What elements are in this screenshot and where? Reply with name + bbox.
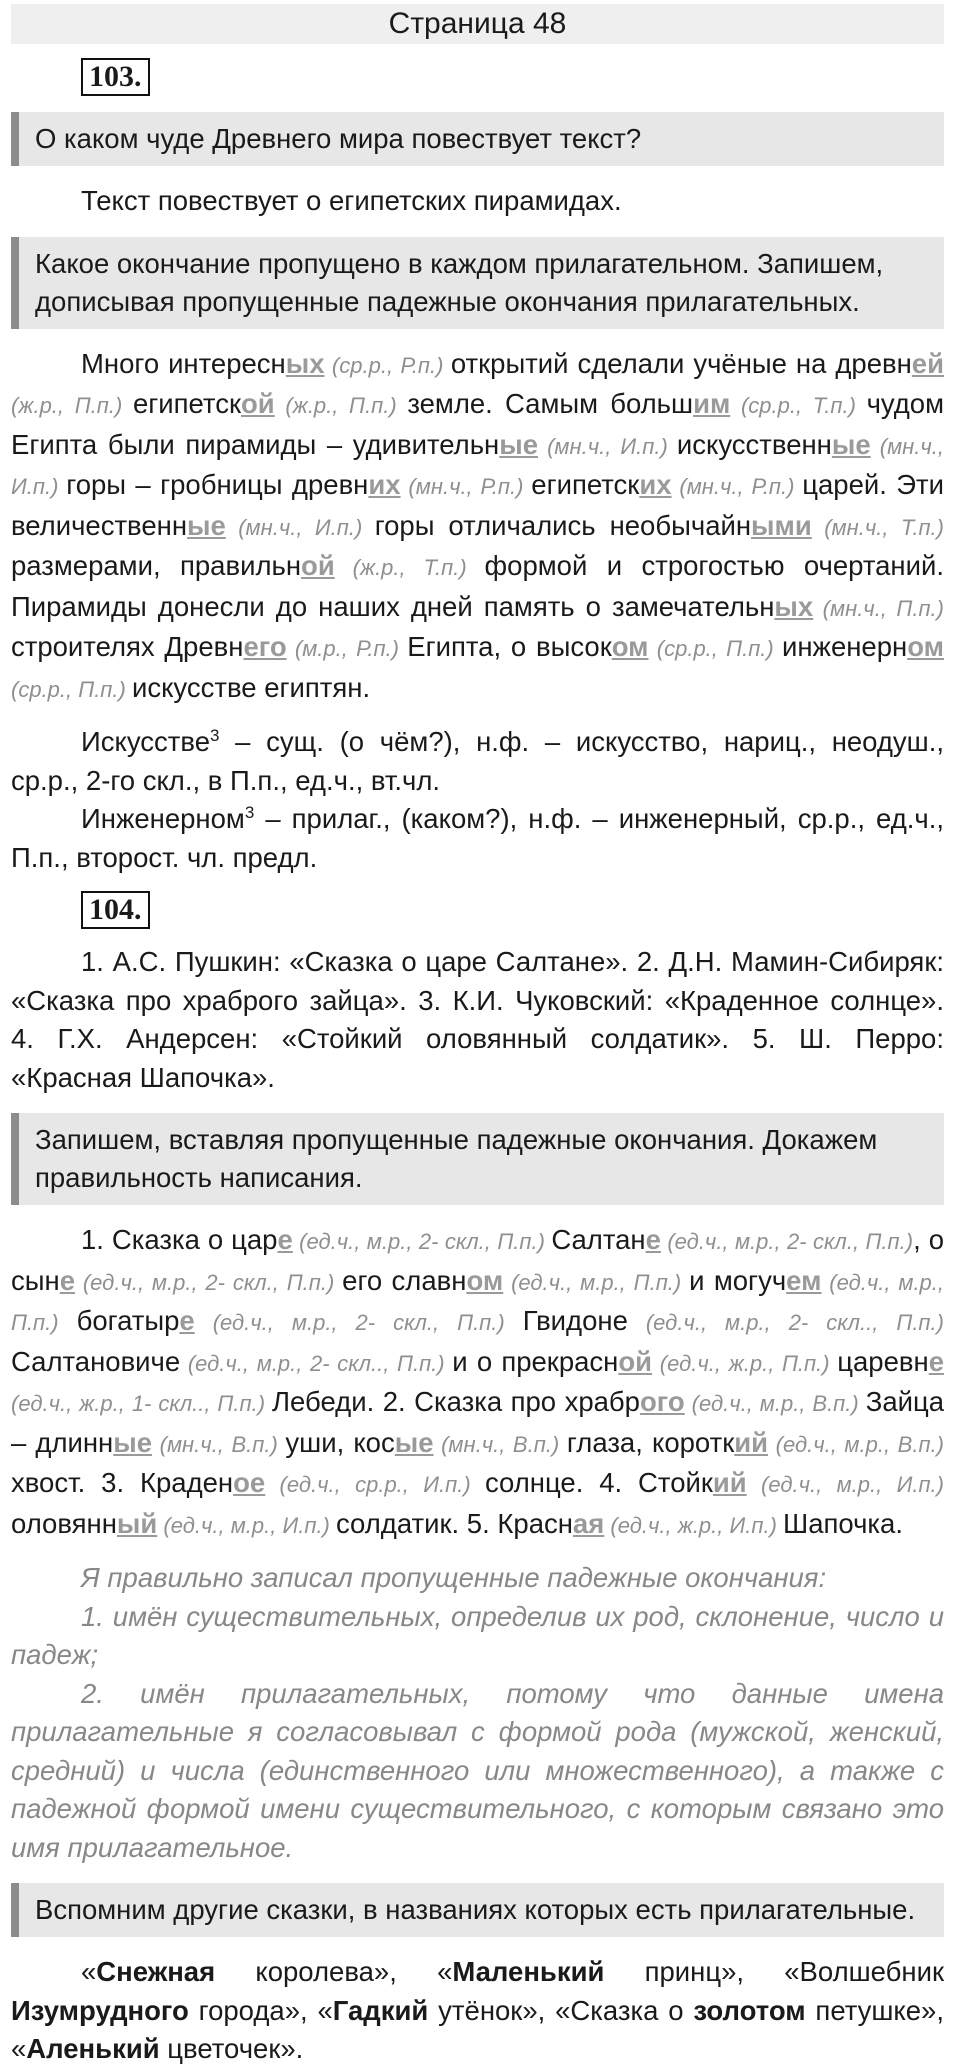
grammar-note: (ед.ч., м.р., И.п.) [746,1472,944,1497]
bold-adjective: Гадкий [332,1994,429,2026]
grammar-note: (мн.ч., И.п.) [11,433,944,499]
text-run: Много интересн [81,347,286,379]
grammar-note: (ед.ч., м.р., 2- скл., П.п.) [660,1229,914,1254]
word-parse: Искусстве$^3$ – сущ. (о чём?), н.ф. – искусство, нариц., неодуш., ср.р., 2-го скл., в П.п., ед.ч., вт.чл. [11,725,944,796]
inserted-ending: ых [774,590,814,622]
text-run: горы отличались необычайн [374,509,752,541]
text-run: 1. Сказка о цар [81,1224,278,1255]
grammar-note: (ед.ч., м.р., П.п.) [503,1269,690,1295]
grammar-note: (ср.р., Т.п.) [730,393,867,418]
grammar-note: (мн.ч., Р.п.) [400,474,532,499]
inserted-ending: им [693,388,731,419]
inserted-ending: ые [187,509,226,541]
inserted-ending: ой [301,550,335,581]
task-question: Запишем, вставляя пропущенные падежные окончания. Докажем правильность написания. [11,1113,944,1205]
text-run: хвост. 3. Краден [11,1467,234,1498]
text-run: , о сын [11,1224,944,1296]
text-run: размерами, правильн [11,550,302,581]
grammar-note: (мн.ч., П.п.) [813,595,944,621]
inserted-ending: е [179,1305,195,1336]
tales-list: 1. А.С. Пушкин: «Сказка о царе Салтане». 2. Д.Н. Мамин-Сибиряк: «Сказка про храброго зайца». 3. К.И. Чуковский: «Краденное солнце». 4. Г.Х. Андерсен: «Стойкий оловянный солдатик». 5. Ш. Перро: «Красная Шапочка». [11,946,944,1093]
inserted-ending: ого [639,1386,685,1417]
grammar-note: (ед.ч., м.р., В.п.) [768,1431,945,1457]
inserted-ending: е [59,1264,75,1296]
text-run: египетск [531,469,640,500]
grammar-note: (ед.ч., м.р., 2- скл., П.п.) [292,1229,552,1254]
bold-adjective: Изумрудного [11,1994,189,2026]
text-run: искусстве египтян. [131,671,371,703]
inserted-ending: ый [116,1507,158,1539]
grammar-note: (м.р., Р.п.) [286,636,408,661]
text-run: Гвидоне [522,1305,628,1336]
text-run: Салтановиче [11,1345,181,1377]
grammar-note: (ед.ч., м.р., 2- скл., П.п.) [75,1269,343,1295]
text-run: Зайца – длинн [11,1386,945,1458]
grammar-note: (ед.ч., ж.р., И.п.) [604,1512,784,1538]
text-run: Шапочка. [783,1507,903,1539]
inserted-ending: ые [113,1426,153,1458]
text-run: уши, кос [285,1426,395,1458]
inserted-ending: ые [499,428,539,460]
exercise-text [11,1221,944,1545]
grammar-note: (ед.ч., м.р., 2- скл.., П.п.) [627,1310,944,1335]
text-run: и о прекрасн [452,1345,619,1377]
text-run: глаза, коротк [566,1426,735,1458]
text-run: солдатик. 5. Красн [336,1507,573,1539]
grammar-note: (ср.р., П.п.) [11,676,132,702]
text-run: царевн [837,1345,929,1377]
grammar-note: (ед.ч., м.р., П.п.) [11,1269,945,1335]
grammar-note: (ж.р., П.п.) [274,393,408,418]
task-question: О каком чуде Древнего мира повествует текст? [11,112,944,166]
inserted-ending: ой [240,388,275,419]
bold-adjective: Маленький [452,1956,605,1987]
grammar-note: (мн.ч., В.п.) [152,1431,286,1457]
bold-adjective: золотом [693,1994,806,2026]
grammar-note: (мн.ч., Т.п.) [811,514,944,540]
grammar-note: (ед.ч., ж.р., П.п.) [652,1350,838,1376]
text-run: петушке», « [11,1994,944,2064]
page-title: Страница 48 [11,4,944,44]
inserted-ending: е [645,1224,661,1255]
grammar-note: (ед.ч., м.р., И.п.) [157,1512,336,1538]
text-run: оловянн [11,1507,117,1539]
text-run: Лебеди. 2. Сказка про храбр [272,1386,640,1417]
tales-answer [11,1953,944,2069]
inserted-ending: ая [572,1507,605,1539]
text-run: горы – гробницы древн [66,469,369,500]
bold-adjective: Аленький [26,2033,160,2064]
inserted-ending: их [368,469,401,500]
proof-intro: Я правильно записал пропущенные падежные окончания: [81,1562,827,1593]
text-run: цветочек». [159,2033,304,2064]
text-run: солнце. 4. Стойк [485,1467,713,1498]
inserted-ending: е [277,1224,293,1255]
inserted-ending: их [639,469,672,500]
inserted-ending: ом [611,631,649,662]
text-run: строителях Древн [11,631,244,662]
inserted-ending: ом [907,631,944,662]
text-run: « [81,1956,97,1987]
inserted-ending: ем [786,1264,822,1296]
inserted-ending: ий [712,1467,747,1498]
text-run: принц», «Волшебник [604,1956,944,1987]
grammar-note: (мн.ч., И.п.) [538,433,677,459]
grammar-note: (ж.р., П.п.) [11,393,133,418]
grammar-note: (ж.р., Т.п.) [334,555,485,580]
inserted-ending: ых [285,347,325,379]
inserted-ending: ые [831,428,871,460]
grammar-note: (ср.р., Р.п.) [324,352,451,378]
word-parse: Инженерном$^3$ – прилаг., (каком?), н.ф. – инженерный, ср.р., ед.ч., П.п., второст. чл. предл. [11,802,944,873]
grammar-note: (ед.ч., ср.р., И.п.) [265,1472,485,1497]
grammar-note: (ед.ч., м.р., 2- скл.., П.п.) [180,1350,453,1376]
inserted-ending: ые [394,1426,434,1458]
page [0,4,960,2064]
task-question: Какое окончание пропущено в каждом прилагательном. Запишем, дописывая пропущенные падежные окончания прилагательных. [11,237,944,329]
text-run: Салтан [551,1224,646,1255]
inserted-ending: ое [233,1467,266,1498]
grammar-note: (мн.ч., Р.п.) [671,474,803,499]
exercise-number-104: 104. [81,891,150,929]
text-run: города», « [188,1994,333,2026]
grammar-note: (ед.ч., ж.р., 1- скл.., П.п.) [11,1391,272,1416]
grammar-note: (мн.ч., В.п.) [433,1431,567,1457]
grammar-note: (ср.р., П.п.) [648,636,782,661]
grammar-note: (ед.ч., м.р., В.п.) [684,1391,866,1416]
bold-adjective: Снежная [96,1956,216,1987]
text-run: инженерн [782,631,908,662]
text-run: утёнок», «Сказка о [428,1994,694,2026]
text-run: и могуч [689,1264,787,1296]
proof-item: 2. имён прилагательных, потому что данные имена прилагательные я согласовывал с формой рода (мужской, женский, средний) и числа (единственного или множественного), а также с падежной формой имени существительного, с которым связано это имя прилагательное. [11,1677,944,1863]
text-run: королева», « [215,1956,453,1987]
grammar-note: (ед.ч., м.р., 2- скл., П.п.) [194,1310,523,1335]
proof-item: 1. имён существительных, определив их род, склонение, число и падеж; [11,1600,944,1670]
exercise-number-103: 103. [81,58,150,96]
inserted-ending: ом [466,1264,504,1296]
inserted-ending: ей [911,347,944,379]
text-run: царей. Эти величественн [11,469,944,541]
text-run: искусственн [676,428,832,460]
text-run: его славн [342,1264,467,1296]
inserted-ending: его [243,631,287,662]
answer-text: Текст повествует о египетских пирамидах. [81,185,622,216]
text-run: египетск [132,388,241,419]
text-run: Египта, о высок [407,631,612,662]
text-run: формой и строгостью очертаний. Пирамиды донесли до наших дней память о замечательн [11,550,944,622]
grammar-note: (мн.ч., И.п.) [225,514,375,540]
inserted-ending: ий [734,1426,769,1458]
exercise-text [11,345,944,710]
text-run: богатыр [76,1305,180,1336]
inserted-ending: е [928,1345,944,1377]
task-question: Вспомним другие сказки, в названиях которых есть прилагательные. [11,1883,944,1937]
inserted-ending: ой [618,1345,653,1377]
inserted-ending: ыми [751,509,812,541]
text-run: чудом Египта были пирамиды – удивительн [11,388,944,460]
text-run: открытий сделали учёные на древн [450,347,912,379]
text-run: земле. Самым больш [407,388,694,419]
